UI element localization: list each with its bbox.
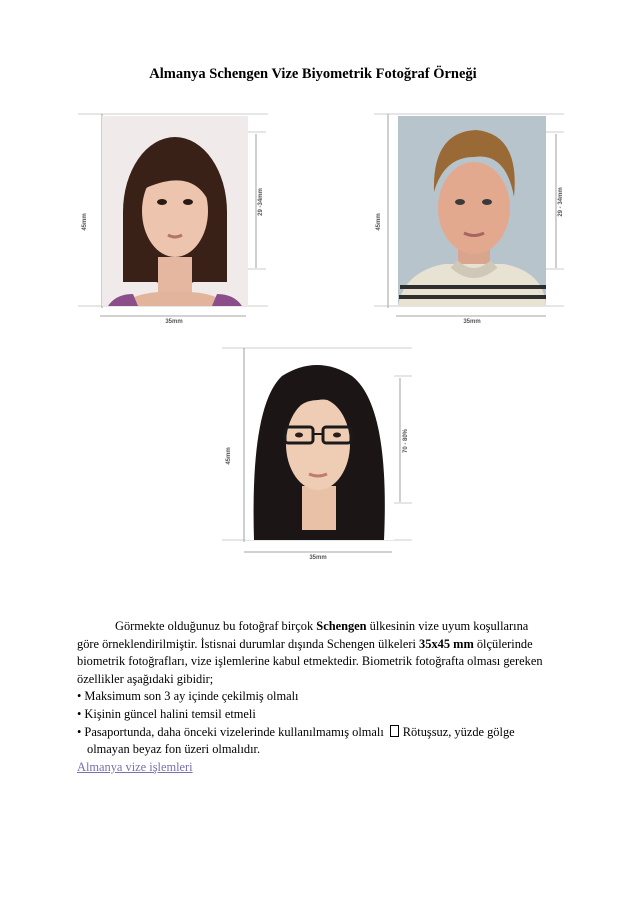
photo-example-man — [374, 112, 564, 324]
almanya-vize-link[interactable]: Almanya vize işlemleri — [77, 760, 193, 774]
height-label: 45mm — [226, 447, 232, 465]
bullet-item: • Maksimum son 3 ay içinde çekilmiş olmalı — [77, 689, 299, 704]
height-label: 45mm — [376, 213, 382, 231]
photo-example-woman-glasses — [222, 346, 414, 560]
face-label: 29 - 34mm — [558, 187, 564, 217]
width-label: 35mm — [165, 319, 183, 324]
width-label: 35mm — [463, 319, 481, 324]
photo-example-woman — [78, 112, 268, 324]
intro-paragraph: Görmekte olduğunuz bu fotoğraf birçok Schengen ülkesinin vize uyum koşullarına göre örneklendirilmiştir. İstisnai durumlar dışında Schengen ülkeleri 35x45 mm ölçülerinde biometrik fotoğrafları, vize işlemlerine kabul etmektedir. Biometrik fotoğrafta olması gereken özellikler aşağıdaki gibidir; — [77, 619, 543, 686]
bullet-item: • Kişinin güncel halini temsil etmeli — [77, 706, 256, 721]
height-label: 45mm — [82, 213, 88, 231]
document-title: Almanya Schengen Vize Biyometrik Fotoğraf Örneği — [149, 66, 477, 82]
body-text — [77, 618, 547, 759]
width-label: 35mm — [309, 555, 327, 560]
bullet-item: • Pasaportunda, daha önceki vizelerinde kullanılmamış olmalı Rötuşsuz, yüzde gölge olmayan beyaz fon üzeri olmalıdır. — [77, 724, 515, 757]
face-label: 29 -34mm — [258, 188, 264, 216]
missing-glyph-icon — [390, 725, 399, 737]
face-label: 70 - 80% — [403, 428, 409, 454]
